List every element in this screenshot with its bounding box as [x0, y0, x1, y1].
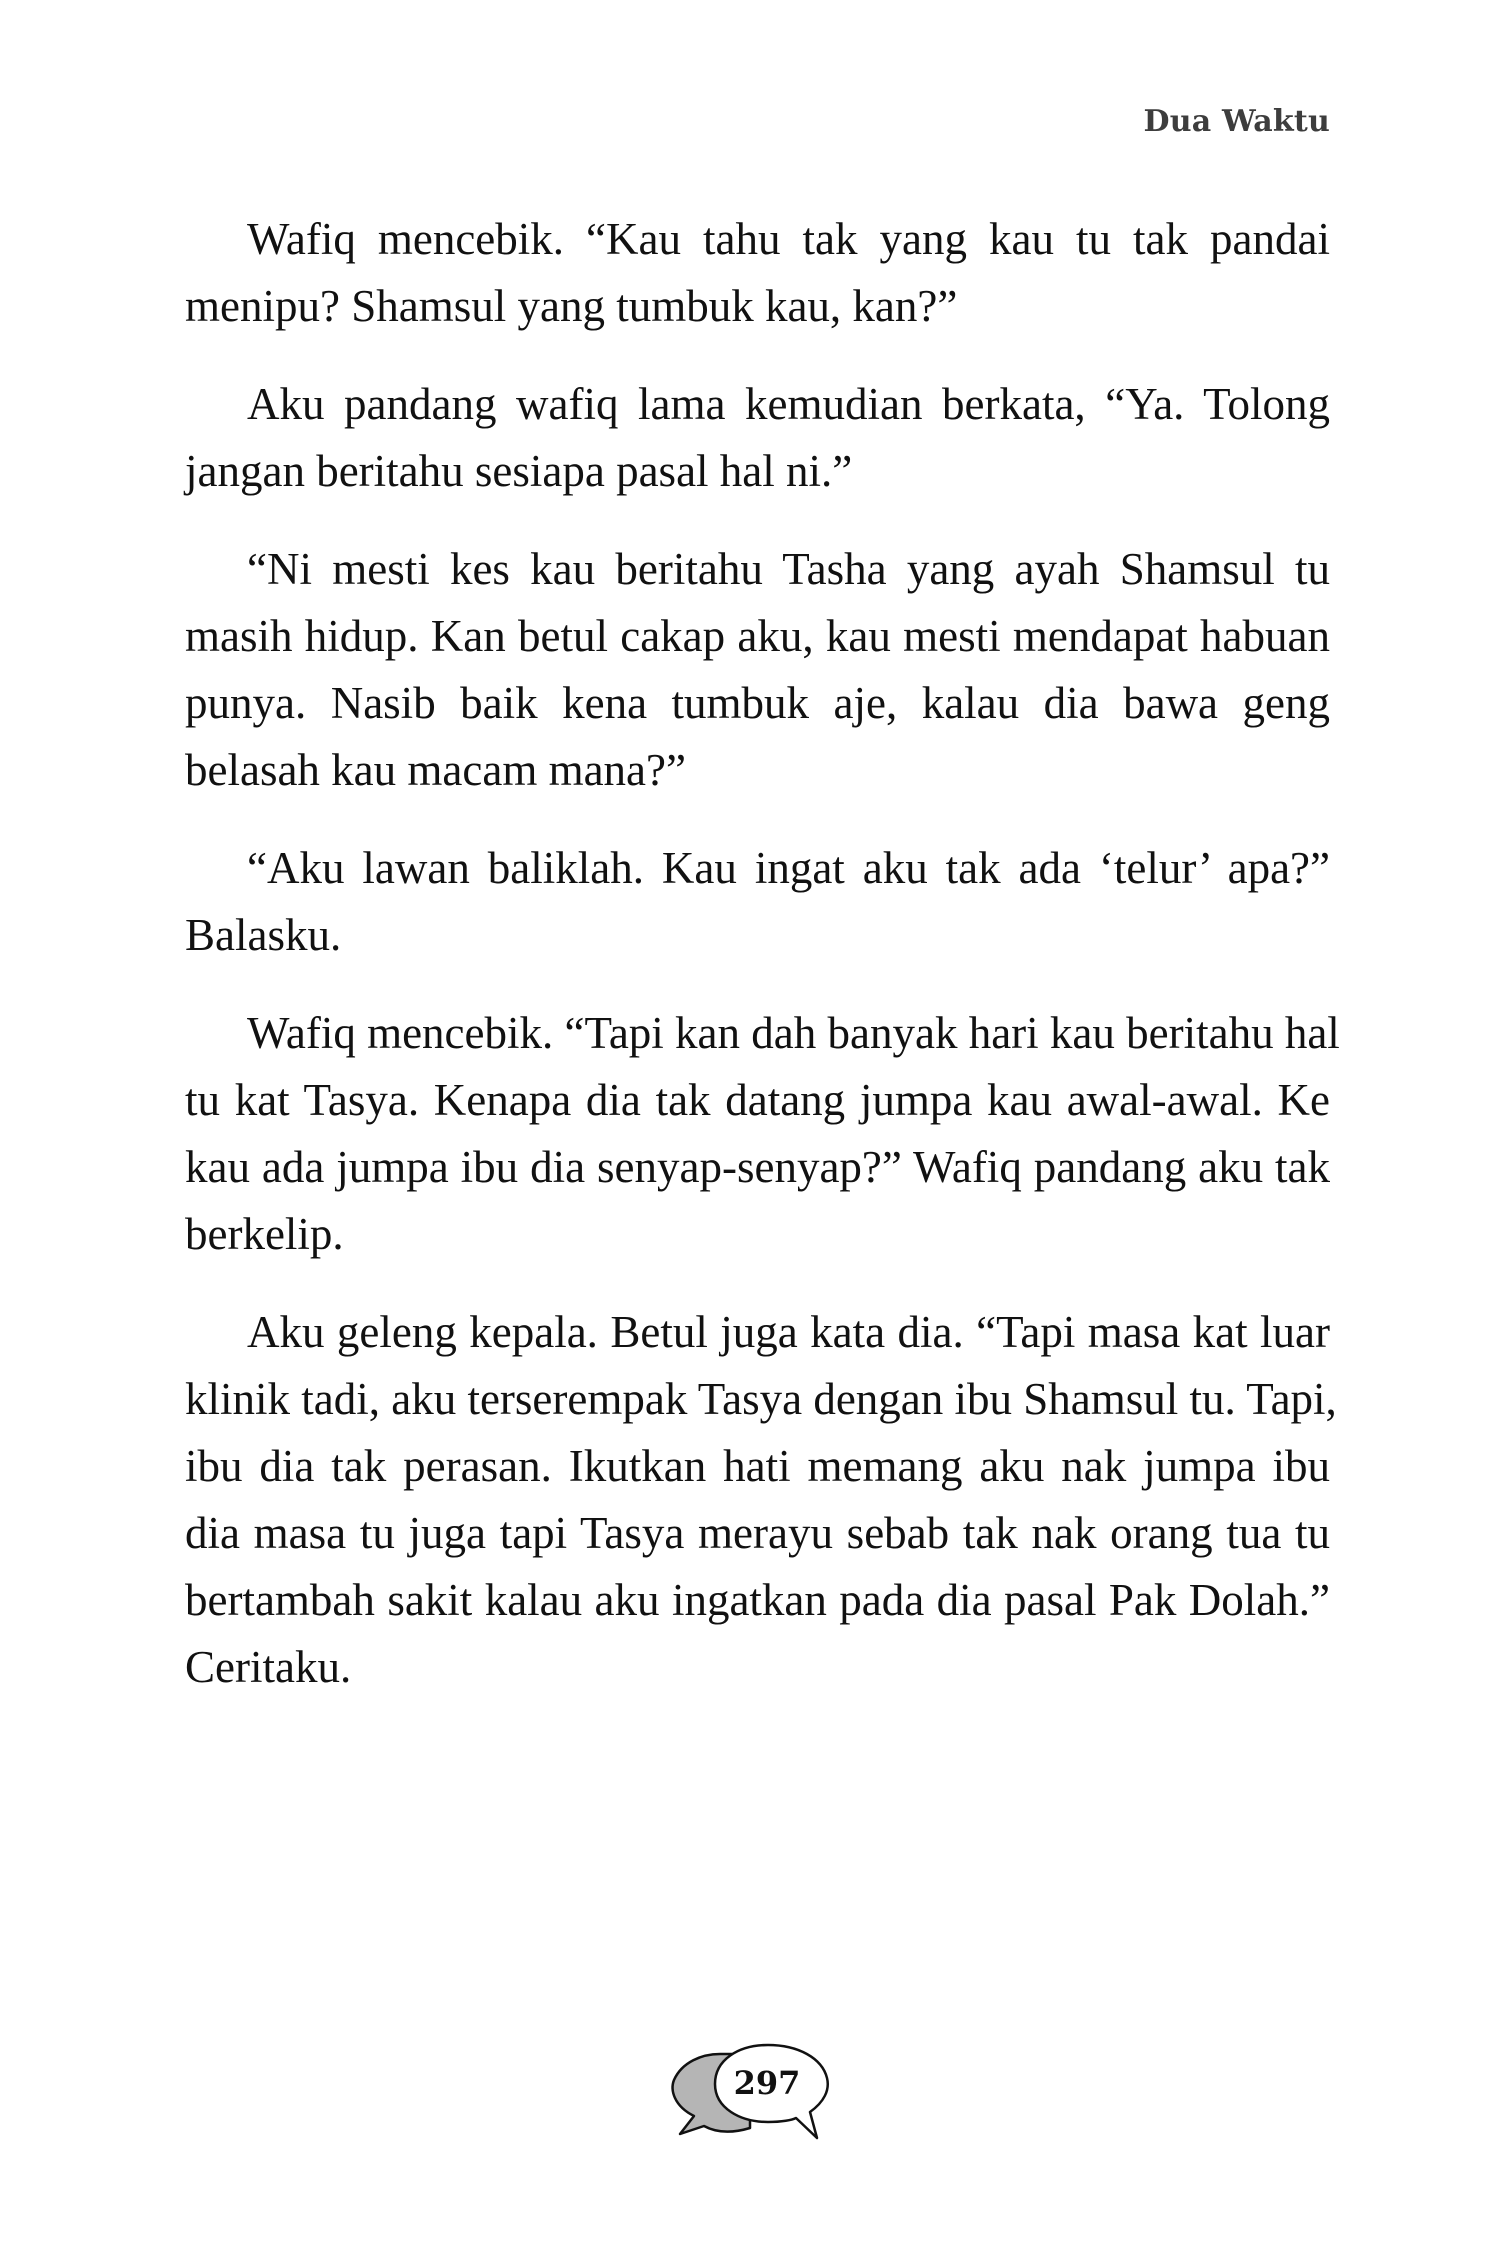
text-line: Balasku. [185, 910, 342, 960]
text-line: tu kat Tasya. Kenapa dia tak datang jumpa kau awal-awal. Ke [185, 1075, 1330, 1125]
text-line: belasah kau macam mana?” [185, 745, 686, 795]
text-line: menipu? Shamsul yang tumbuk kau, kan?” [185, 281, 958, 331]
page-number: 297 [733, 2064, 801, 2102]
text-line: Wafiq mencebik. “Kau tahu tak yang kau tu tak pandai [247, 214, 1330, 264]
paragraph [185, 371, 1330, 505]
text-line: punya. Nasib baik kena tumbuk aje, kalau dia bawa geng [185, 678, 1330, 728]
body-text [185, 206, 1340, 1732]
text-line: berkelip. [185, 1209, 344, 1259]
text-line: “Aku lawan baliklah. Kau ingat aku tak ada ‘telur’ apa?” [247, 843, 1330, 893]
paragraph [185, 1000, 1340, 1268]
text-line: ibu dia tak perasan. Ikutkan hati memang aku nak jumpa ibu [185, 1441, 1330, 1491]
text-line: klinik tadi, aku terserempak Tasya dengan ibu Shamsul tu. Tapi, [185, 1374, 1337, 1424]
page-number-badge [660, 2040, 840, 2150]
running-title: Dua Waktu [1143, 104, 1330, 139]
text-line: masih hidup. Kan betul cakap aku, kau mesti mendapat habuan [185, 611, 1330, 661]
text-line: dia masa tu juga tapi Tasya merayu sebab tak nak orang tua tu [185, 1508, 1330, 1558]
text-line: bertambah sakit kalau aku ingatkan pada dia pasal Pak Dolah.” [185, 1575, 1330, 1625]
text-line: jangan beritahu sesiapa pasal hal ni.” [185, 446, 853, 496]
paragraph [185, 206, 1330, 340]
text-line: Aku pandang wafiq lama kemudian berkata, “Ya. Tolong [247, 379, 1330, 429]
text-line: “Ni mesti kes kau beritahu Tasha yang ayah Shamsul tu [247, 544, 1330, 594]
paragraph [185, 1299, 1337, 1701]
text-line: kau ada jumpa ibu dia senyap-senyap?” Wafiq pandang aku tak [185, 1142, 1330, 1192]
text-line: Ceritaku. [185, 1642, 352, 1692]
paragraph [185, 835, 1330, 969]
paragraph [185, 536, 1330, 804]
text-line: Wafiq mencebik. “Tapi kan dah banyak hari kau beritahu hal [247, 1008, 1340, 1058]
text-line: Aku geleng kepala. Betul juga kata dia. “Tapi masa kat luar [247, 1307, 1330, 1357]
